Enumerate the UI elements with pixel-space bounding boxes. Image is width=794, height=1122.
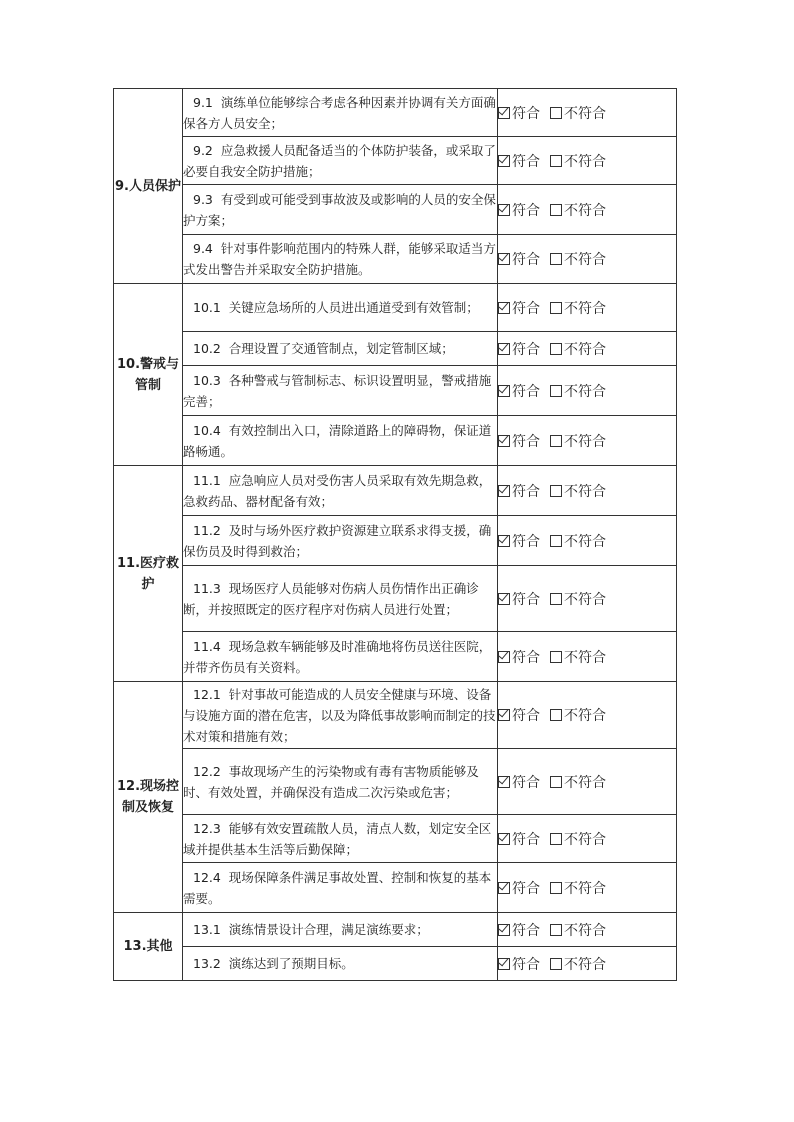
pass-option[interactable] [498, 151, 540, 171]
criterion-text: 事故现场产生的污染物或有毒有害物质能够及时、有效处置，并确保没有造成二次污染或危害； [183, 763, 479, 800]
checkbox-icon[interactable] [498, 709, 510, 721]
checkbox-icon[interactable] [498, 107, 510, 119]
criterion-cell [183, 284, 498, 332]
criterion-number: 13.1 [193, 922, 221, 937]
table-row [114, 466, 677, 516]
pass-label: 符合 [512, 433, 540, 450]
result-cell [498, 682, 677, 749]
criterion-cell [183, 516, 498, 566]
criterion-number: 11.4 [193, 638, 221, 654]
criterion-text: 能够有效安置疏散人员，清点人数，划定安全区域并提供基本生活等后勤保障； [183, 820, 492, 857]
criterion-number: 10.1 [193, 300, 221, 315]
checkbox-icon[interactable] [498, 385, 510, 397]
table-row [114, 185, 677, 235]
fail-option[interactable] [550, 200, 606, 220]
criterion-cell [183, 416, 498, 466]
pass-option[interactable] [498, 772, 540, 792]
pass-option[interactable] [498, 381, 540, 401]
table-row [114, 632, 677, 682]
result-cell [498, 632, 677, 682]
checkbox-icon[interactable] [498, 651, 510, 663]
criterion-cell [183, 947, 498, 981]
fail-option[interactable] [550, 481, 606, 501]
pass-option[interactable] [498, 298, 540, 318]
criterion-text: 应急救援人员配备适当的个体防护装备，或采取了必要自我安全防护措施； [183, 142, 496, 179]
checkbox-icon[interactable] [550, 155, 562, 167]
checkbox-icon[interactable] [498, 485, 510, 497]
checkbox-icon[interactable] [498, 343, 510, 355]
criterion-number: 13.2 [193, 956, 221, 971]
result-cell [498, 185, 677, 235]
criterion-text: 现场保障条件满足事故处置、控制和恢复的基本需要。 [183, 869, 492, 906]
checkbox-icon[interactable] [498, 435, 510, 447]
fail-label: 不符合 [564, 774, 606, 791]
checkbox-icon[interactable] [550, 882, 562, 894]
pass-label: 符合 [512, 252, 540, 268]
checkbox-icon[interactable] [550, 958, 562, 970]
pass-label: 符合 [512, 591, 540, 608]
pass-option[interactable] [498, 920, 540, 940]
table-row [114, 284, 677, 332]
criterion-cell [183, 863, 498, 913]
pass-option[interactable] [498, 481, 540, 501]
table-row [114, 749, 677, 815]
pass-label: 符合 [512, 483, 540, 500]
fail-label: 不符合 [564, 383, 606, 400]
criterion-number: 12.1 [193, 686, 221, 702]
checkbox-icon[interactable] [550, 924, 562, 936]
pass-label: 符合 [512, 300, 540, 317]
pass-label: 符合 [512, 880, 540, 897]
category-cell: 13.其他 [114, 913, 183, 981]
criterion-cell [183, 466, 498, 516]
category-cell: 12.现场控制及恢复 [114, 682, 183, 913]
criterion-cell [183, 235, 498, 284]
checkbox-icon[interactable] [498, 593, 510, 605]
checkbox-icon[interactable] [550, 385, 562, 397]
fail-option[interactable] [550, 531, 606, 551]
result-cell [498, 947, 677, 981]
fail-option[interactable] [550, 878, 606, 898]
criterion-cell [183, 632, 498, 682]
checkbox-icon[interactable] [550, 253, 562, 265]
result-cell [498, 89, 677, 137]
pass-option[interactable] [498, 200, 540, 220]
criterion-number: 12.3 [193, 820, 221, 836]
fail-option[interactable] [550, 772, 606, 792]
criterion-cell [183, 185, 498, 235]
criterion-cell [183, 89, 498, 137]
pass-label: 符合 [512, 383, 540, 400]
table-row [114, 366, 677, 416]
checkbox-icon[interactable] [498, 958, 510, 970]
fail-label: 不符合 [564, 956, 606, 973]
pass-option[interactable] [498, 249, 540, 269]
table-row [114, 137, 677, 185]
pass-label: 符合 [512, 831, 540, 848]
criterion-number: 11.3 [193, 580, 221, 596]
pass-option[interactable] [498, 829, 540, 849]
fail-option[interactable] [550, 151, 606, 171]
fail-label: 不符合 [564, 483, 606, 500]
result-cell [498, 332, 677, 366]
evaluation-table-body [114, 89, 677, 981]
criterion-text: 针对事件影响范围内的特殊人群，能够采取适当方式发出警告并采取安全防护措施。 [183, 241, 496, 277]
checkbox-icon[interactable] [498, 204, 510, 216]
criterion-cell [183, 332, 498, 366]
pass-label: 符合 [512, 956, 540, 973]
table-row [114, 863, 677, 913]
fail-option[interactable] [550, 431, 606, 451]
checkbox-icon[interactable] [550, 435, 562, 447]
fail-option[interactable] [550, 103, 606, 123]
result-cell [498, 749, 677, 815]
checkbox-icon[interactable] [550, 485, 562, 497]
criterion-number: 9.3 [193, 191, 213, 207]
criterion-number: 10.3 [193, 372, 221, 388]
criterion-number: 10.4 [193, 422, 221, 438]
table-row [114, 947, 677, 981]
result-cell [498, 863, 677, 913]
pass-option[interactable] [498, 431, 540, 451]
checkbox-icon[interactable] [498, 155, 510, 167]
checkbox-icon[interactable] [498, 882, 510, 894]
checkbox-icon[interactable] [550, 302, 562, 314]
table-row [114, 89, 677, 137]
pass-option[interactable] [498, 647, 540, 667]
table-row [114, 913, 677, 947]
result-cell [498, 815, 677, 863]
pass-option[interactable] [498, 954, 540, 974]
fail-option[interactable] [550, 589, 606, 609]
checkbox-icon[interactable] [550, 107, 562, 119]
fail-option[interactable] [550, 954, 606, 974]
fail-label: 不符合 [564, 300, 606, 317]
checkbox-icon[interactable] [498, 924, 510, 936]
result-cell [498, 416, 677, 466]
fail-label: 不符合 [564, 202, 606, 219]
criterion-text: 关键应急场所的人员进出通道受到有效管制； [228, 300, 479, 315]
result-cell [498, 516, 677, 566]
category-cell: 11.医疗救护 [114, 466, 183, 682]
criterion-text: 及时与场外医疗救护资源建立联系求得支援，确保伤员及时得到救治； [183, 522, 492, 559]
pass-option[interactable] [498, 589, 540, 609]
pass-option[interactable] [498, 339, 540, 359]
result-cell [498, 366, 677, 416]
result-cell [498, 137, 677, 185]
criterion-text: 有受到或可能受到事故波及或影响的人员的安全保护方案； [183, 191, 496, 228]
criterion-text: 有效控制出入口，清除道路上的障碍物，保证道路畅通。 [183, 422, 492, 459]
fail-label: 不符合 [564, 252, 606, 268]
pass-label: 符合 [512, 708, 540, 724]
criterion-number: 11.2 [193, 522, 221, 538]
result-cell [498, 913, 677, 947]
criterion-cell [183, 913, 498, 947]
pass-label: 符合 [512, 153, 540, 170]
fail-option[interactable] [550, 381, 606, 401]
checkbox-icon[interactable] [498, 253, 510, 265]
fail-label: 不符合 [564, 708, 606, 724]
criterion-text: 演练单位能够综合考虑各种因素并协调有关方面确保各方人员安全； [183, 94, 496, 131]
fail-label: 不符合 [564, 433, 606, 450]
table-row [114, 566, 677, 632]
fail-option[interactable] [550, 705, 606, 725]
criterion-number: 12.2 [193, 763, 221, 779]
fail-option[interactable] [550, 647, 606, 667]
fail-label: 不符合 [564, 105, 606, 122]
criterion-number: 9.1 [193, 94, 213, 110]
checkbox-icon[interactable] [498, 833, 510, 845]
criterion-number: 9.2 [193, 142, 213, 158]
fail-option[interactable] [550, 339, 606, 359]
pass-option[interactable] [498, 705, 540, 725]
fail-option[interactable] [550, 920, 606, 940]
pass-option[interactable] [498, 103, 540, 123]
criterion-text: 合理设置了交通管制点，划定管制区域； [228, 341, 454, 356]
pass-option[interactable] [498, 531, 540, 551]
criterion-cell [183, 682, 498, 749]
checkbox-icon[interactable] [550, 593, 562, 605]
fail-label: 不符合 [564, 533, 606, 550]
pass-option[interactable] [498, 878, 540, 898]
fail-label: 不符合 [564, 880, 606, 897]
checkbox-icon[interactable] [498, 535, 510, 547]
checkbox-icon[interactable] [550, 709, 562, 721]
criterion-cell [183, 749, 498, 815]
fail-label: 不符合 [564, 831, 606, 848]
checkbox-icon[interactable] [550, 204, 562, 216]
criterion-cell [183, 815, 498, 863]
fail-option[interactable] [550, 249, 606, 269]
criterion-text: 现场急救车辆能够及时准确地将伤员送往医院，并带齐伤员有关资料。 [183, 638, 492, 675]
checkbox-icon[interactable] [550, 776, 562, 788]
category-cell: 10.警戒与管制 [114, 284, 183, 466]
table-row [114, 332, 677, 366]
criterion-text: 针对事故可能造成的人员安全健康与环境、设备与设施方面的潜在危害，以及为降低事故影响而制定的技术对策和措施有效； [183, 686, 496, 744]
criterion-cell [183, 366, 498, 416]
criterion-text: 演练达到了预期目标。 [228, 956, 354, 971]
criterion-text: 应急响应人员对受伤害人员采取有效先期急救，急救药品、器材配备有效； [183, 472, 492, 509]
fail-label: 不符合 [564, 591, 606, 608]
checkbox-icon[interactable] [498, 776, 510, 788]
pass-label: 符合 [512, 774, 540, 791]
table-row [114, 815, 677, 863]
criterion-text: 演练情景设计合理，满足演练要求； [228, 922, 429, 937]
table-row [114, 682, 677, 749]
table-row [114, 416, 677, 466]
fail-label: 不符合 [564, 153, 606, 170]
fail-option[interactable] [550, 298, 606, 318]
result-cell [498, 284, 677, 332]
pass-label: 符合 [512, 922, 540, 939]
criterion-text: 现场医疗人员能够对伤病人员伤情作出正确诊断，并按照既定的医疗程序对伤病人员进行处置； [183, 580, 479, 617]
criterion-text: 各种警戒与管制标志、标识设置明显，警戒措施完善； [183, 372, 492, 409]
result-cell [498, 466, 677, 516]
evaluation-table [113, 88, 677, 981]
checkbox-icon[interactable] [550, 343, 562, 355]
fail-option[interactable] [550, 829, 606, 849]
fail-label: 不符合 [564, 922, 606, 939]
criterion-number: 12.4 [193, 869, 221, 885]
result-cell [498, 566, 677, 632]
criterion-cell [183, 566, 498, 632]
criterion-cell [183, 137, 498, 185]
fail-label: 不符合 [564, 649, 606, 666]
table-row [114, 516, 677, 566]
result-cell [498, 235, 677, 284]
fail-label: 不符合 [564, 341, 606, 358]
category-cell: 9.人员保护 [114, 89, 183, 284]
criterion-number: 10.2 [193, 341, 221, 356]
checkbox-icon[interactable] [498, 302, 510, 314]
pass-label: 符合 [512, 649, 540, 666]
pass-label: 符合 [512, 341, 540, 358]
pass-label: 符合 [512, 202, 540, 219]
checkbox-icon[interactable] [550, 651, 562, 663]
checkbox-icon[interactable] [550, 535, 562, 547]
pass-label: 符合 [512, 533, 540, 550]
criterion-number: 9.4 [193, 241, 213, 256]
pass-label: 符合 [512, 105, 540, 122]
table-row [114, 235, 677, 284]
criterion-number: 11.1 [193, 472, 221, 488]
checkbox-icon[interactable] [550, 833, 562, 845]
